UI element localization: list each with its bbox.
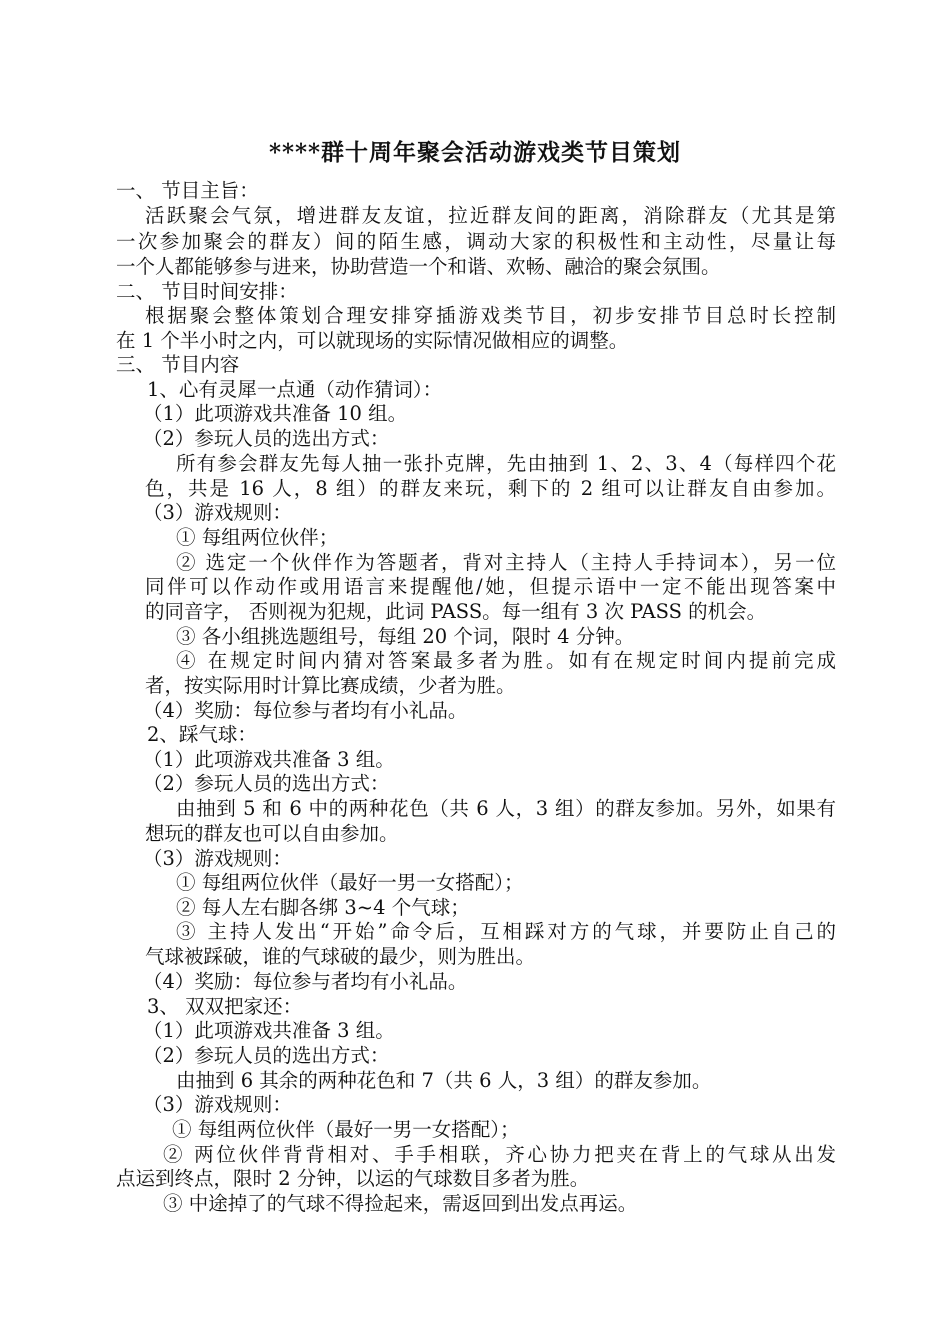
list-item: （2）参玩人员的选出方式： [143,427,390,450]
paragraph-line: 根据聚会整体策划合理安排穿插游戏类节目，初步安排节目总时长控制 [145,304,836,327]
rule-item: ③ 中途掉了的气球不得捡起来，需返回到出发点再运。 [163,1192,638,1215]
list-item: （2）参玩人员的选出方式： [143,1044,390,1067]
paragraph-line: 所有参会群友先每人抽一张扑克牌，先由抽到 1、2、3、4（每样四个花 [176,452,836,475]
rule-item: ② 两位伙伴背背相对、手手相联，齐心协力把夹在背上的气球从出发 [163,1143,836,1166]
paragraph-line: 的同音字， 否则视为犯规，此词 PASS。每一组有 3 次 PASS 的机会。 [145,600,767,623]
list-item: （2）参玩人员的选出方式： [143,772,390,795]
list-item: （1）此项游戏共准备 10 组。 [143,402,408,425]
game-heading: 2、踩气球： [147,723,257,746]
paragraph-line: 想玩的群友也可以自由参加。 [145,822,399,845]
game-heading: 1、心有灵犀一点通（动作猜词）： [147,378,443,401]
paragraph-line: 一个人都能够参与进来，协助营造一个和谐、欢畅、融洽的聚会氛围。 [116,255,721,278]
paragraph-line: 同伴可以作动作或用语言来提醒他/她，但提示语中一定不能出现答案中 [145,575,836,598]
rule-item: ① 每组两位伙伴； [176,526,339,549]
paragraph-line: 在 1 个半小时之内，可以就现场的实际情况做相应的调整。 [116,329,629,352]
list-item: （4）奖励：每位参与者均有小礼品。 [143,970,468,993]
rule-item: ④ 在规定时间内猜对答案最多者为胜。如有在规定时间内提前完成 [176,649,836,672]
paragraph-line: 活跃聚会气氛，增进群友友谊，拉近群友间的距离，消除群友（尤其是第 [145,204,836,227]
section-heading-purpose: 一、 节目主旨： [116,179,259,202]
list-item: （1）此项游戏共准备 3 组。 [143,748,395,771]
rule-item: ① 每组两位伙伴（最好一男一女搭配）； [176,871,524,894]
rule-item: ② 每人左右脚各绑 3~4 个气球； [176,896,470,919]
paragraph-line: 由抽到 5 和 6 中的两种花色（共 6 人，3 组）的群友参加。另外，如果有 [176,797,836,820]
rule-item: ③ 各小组挑选题组号，每组 20 个词，限时 4 分钟。 [176,625,635,648]
list-item: （1）此项游戏共准备 3 组。 [143,1019,395,1042]
paragraph-line: 气球被踩破，谁的气球破的最少，则为胜出。 [145,945,536,968]
section-heading-schedule: 二、 节目时间安排： [116,280,298,303]
document-title: ****群十周年聚会活动游戏类节目策划 [268,139,682,166]
rule-item: ① 每组两位伙伴（最好一男一女搭配）； [172,1118,520,1141]
game-heading: 3、 双双把家还： [147,995,303,1018]
list-item: （3）游戏规则： [143,847,292,870]
list-item: （3）游戏规则： [143,501,292,524]
paragraph-line: 一次参加聚会的群友）间的陌生感，调动大家的积极性和主动性，尽量让每 [116,230,836,253]
rule-item: ③ 主持人发出“开始”命令后，互相踩对方的气球，并要防止自己的 [176,920,836,943]
list-item: （3）游戏规则： [143,1093,292,1116]
rule-item: ② 选定一个伙伴作为答题者，背对主持人（主持人手持词本），另一位 [176,551,836,574]
paragraph-line: 由抽到 6 其余的两种花色和 7（共 6 人，3 组）的群友参加。 [176,1069,712,1092]
section-heading-content: 三、 节目内容 [116,353,240,376]
paragraph-line: 者，按实际用时计算比赛成绩，少者为胜。 [145,674,516,697]
list-item: （4）奖励：每位参与者均有小礼品。 [143,699,468,722]
paragraph-line: 点运到终点，限时 2 分钟，以运的气球数目多者为胜。 [116,1167,590,1190]
paragraph-line: 色，共是 16 人，8 组）的群友来玩，剩下的 2 组可以让群友自由参加。 [145,477,836,500]
